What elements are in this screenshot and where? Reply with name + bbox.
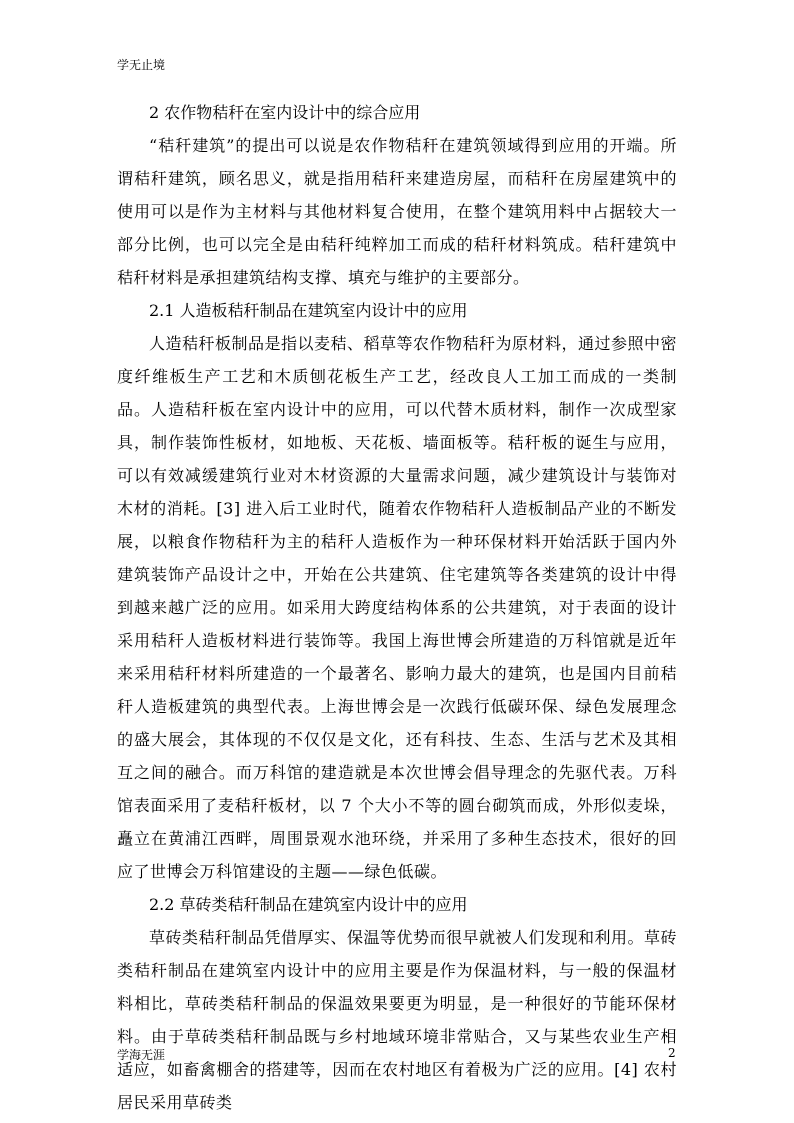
section-heading: 2 农作物秸秆在室内设计中的综合应用 xyxy=(149,103,421,122)
page-header: 学无止境 xyxy=(117,58,166,72)
body-paragraph: “秸秆建筑”的提出可以说是农作物秸秆在建筑领域得到应用的开端。所谓秸秆建筑，顾名思义，就是指用秸秆来建造房屋，而秸秆在房屋建筑中的使用可以是作为主材料与其他材料复合使用，在整个建筑用料中占据较大一部分比例，也可以完全是由秸秆纯粹加工而成的秸秆材料筑成。秸秆建筑中秸秆材料是承担建筑结构支撑、填充与维护的主要部分。 xyxy=(117,136,677,287)
subsection-heading: 2.1 人造板秸秆制品在建筑室内设计中的应用 xyxy=(149,301,468,320)
body-paragraph: 草砖类秸秆制品凭借厚实、保温等优势而很早就被人们发现和利用。草砖类秸秆制品在建筑室内设计中的应用主要是作为保温材料，与一般的保温材料相比，草砖类秸秆制品的保温效果要更为明显，是一种很好的节能环保材料。由于草砖类秸秆制品既与乡村地域环境非常贴合，又与某些农业生产相适应，如畜禽棚舍的搭建等，因而在农村地区有着极为广泛的应用。[4] 农村居民采用草砖类 xyxy=(117,928,678,1112)
document-body xyxy=(117,96,677,1119)
page-number: 2 xyxy=(668,1046,676,1060)
page-footer-text: 学海无涯 xyxy=(117,1048,166,1062)
body-paragraph: 人造秸秆板制品是指以麦秸、稻草等农作物秸秆为原材料，通过参照中密度纤维板生产工艺和木质刨花板生产工艺，经改良人工加工而成的一类制品。人造秸秆板在室内设计中的应用，可以代替木质材料，制作一次成型家具，制作装饰性板材，如地板、天花板、墙面板等。秸秆板的诞生与应用，可以有效减缓建筑行业对木材资源的大量需求问题，减少建筑设计与装饰对木材的消耗。[3] 进入后工业时代，随着农作物秸秆人造板制品产业的不断发展，以粮食作物秸秆为主的秸秆人造板作为一种环保材料开始活跃于国内外建筑装饰产品设计之中，开始在公共建筑、住宅建筑等各类建筑的设计中得到越来越广泛的应用。如采用大跨度结构体系的公共建筑，对于表面的设计采用秸秆人造板材料进行装饰等。我国上海世博会所建造的万科馆就是近年来采用秸秆材料所建造的一个最著名、影响力最大的建筑，也是国内目前秸秆人造板建筑的典型代表。上海世博会是一次践行低碳环保、绿色发展理念的盛大展会，其体现的不仅仅是文化，还有科技、生态、生活与艺术及其相互之间的融合。而万科馆的建造就是本次世博会倡导理念的先驱代表。万科馆表面采用了麦秸秆板材，以 7 个大小不等的圆台砌筑而成，外形似麦垛，矗立在黄浦江西畔，周围景观水池环绕，并采用了多种生态技术，很好的回应了世博会万科馆建设的主题——绿色低碳。 xyxy=(117,334,678,881)
subsection-heading: 2.2 草砖类秸秆制品在建筑室内设计中的应用 xyxy=(149,895,468,914)
